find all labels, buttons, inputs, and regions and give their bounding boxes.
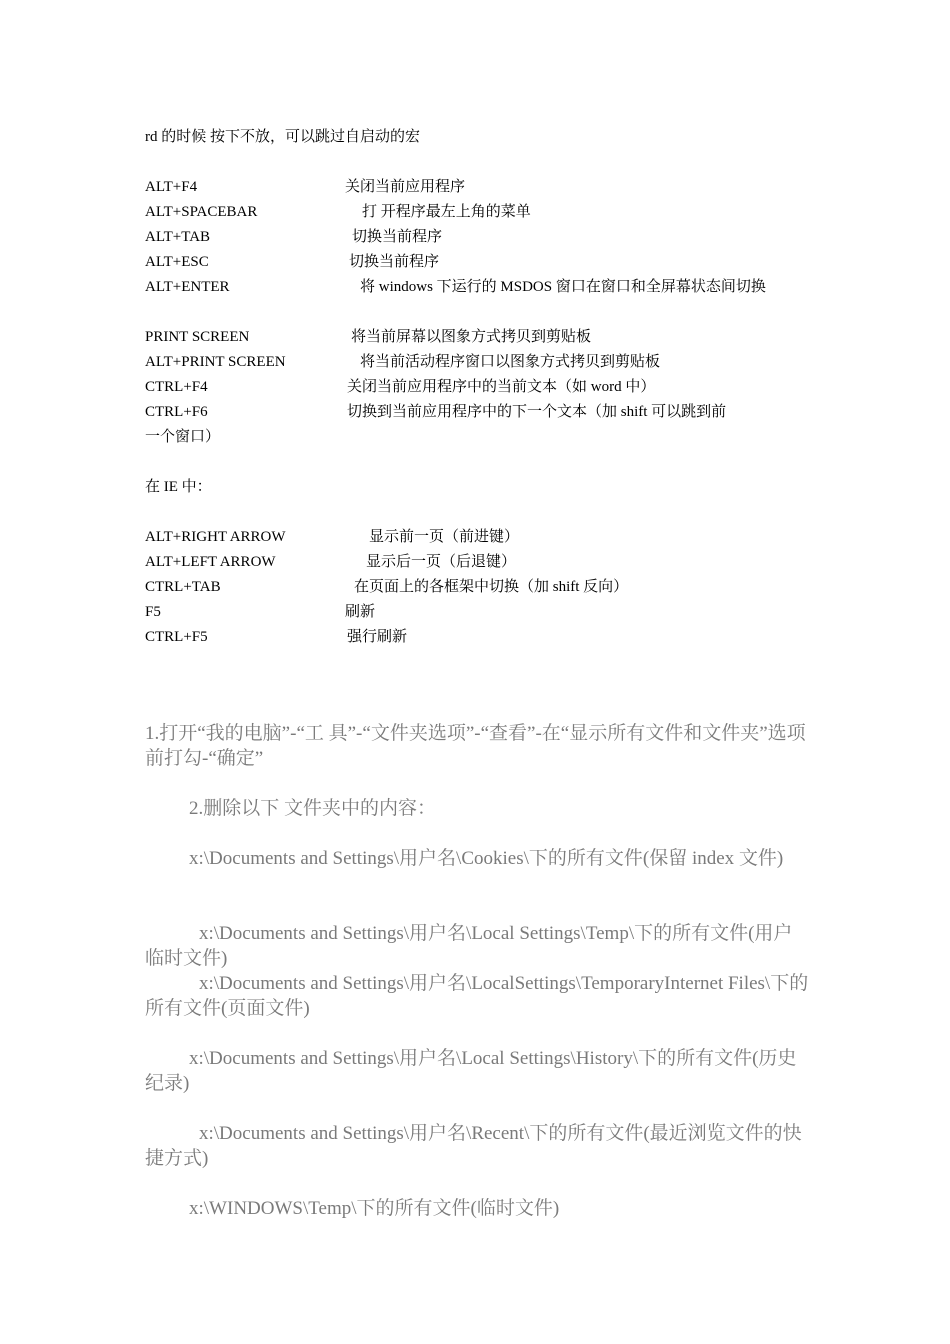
shortcut-key: CTRL+F5 — [145, 629, 208, 645]
path-temporary-internet-files: x:\Documents and Settings\用户名\LocalSettings\TemporaryInternet Files\下的所有文件(页面文件) — [145, 973, 809, 1019]
shortcut-desc: 切换当前程序 — [349, 254, 440, 270]
section-heading: 在 IE 中： — [145, 479, 212, 495]
shortcut-desc: 切换当前程序 — [352, 229, 443, 245]
shortcut-key: ALT+F4 — [145, 179, 198, 195]
shortcut-key: PRINT SCREEN — [145, 329, 250, 345]
shortcut-key: ALT+PRINT SCREEN — [145, 354, 286, 370]
shortcut-key: ALT+TAB — [145, 229, 211, 245]
shortcut-desc: 将当前屏幕以图象方式拷贝到剪贴板 — [351, 329, 592, 345]
step-1-text: 1.打开“我的电脑”-“工 具”-“文件夹选项”-“查看”-在“显示所有文件和文件夹”选项前打勾-“确定” — [145, 723, 806, 769]
shortcut-desc: 强行刷新 — [347, 629, 408, 645]
shortcut-key: CTRL+F6 — [145, 404, 208, 420]
path-cookies: x:\Documents and Settings\用户名\Cookies\下的所有文件(保留 index 文件) — [189, 848, 784, 869]
shortcut-desc: 切换到当前应用程序中的下一个文本（加 shift 可以跳到前 — [347, 404, 727, 420]
shortcut-desc: 将当前活动程序窗口以图象方式拷贝到剪贴板 — [360, 354, 661, 370]
shortcut-desc: 关闭当前应用程序中的当前文本（如 word 中） — [347, 379, 656, 395]
shortcut-desc: 显示前一页（前进键） — [369, 529, 520, 545]
shortcut-key: CTRL+TAB — [145, 579, 221, 595]
shortcut-desc-wrap: 一个窗口） — [145, 429, 221, 445]
path-temp: x:\Documents and Settings\用户名\Local Settings\Temp\下的所有文件(用户临时文件) — [145, 923, 793, 969]
shortcut-key: ALT+SPACEBAR — [145, 204, 258, 220]
shortcut-desc: 刷新 — [345, 604, 376, 620]
shortcut-key: ALT+RIGHT ARROW — [145, 529, 286, 545]
shortcut-desc: 显示后一页（后退键） — [366, 554, 517, 570]
shortcut-desc: 关闭当前应用程序 — [345, 179, 466, 195]
shortcut-desc: 在页面上的各框架中切换（加 shift 反向） — [354, 579, 629, 595]
shortcut-key: CTRL+F4 — [145, 379, 208, 395]
shortcut-key: ALT+ESC — [145, 254, 209, 270]
shortcut-key: F5 — [145, 604, 161, 620]
shortcut-desc: 将 windows 下运行的 MSDOS 窗口在窗口和全屏幕状态间切换 — [360, 279, 766, 295]
intro-text: rd 的时候 按下不放，可以跳过自启动的宏 — [145, 129, 420, 145]
shortcut-key: ALT+LEFT ARROW — [145, 554, 276, 570]
path-windows-temp: x:\WINDOWS\Temp\下的所有文件(临时文件) — [189, 1198, 560, 1219]
shortcut-desc: 打 开程序最左上角的菜单 — [362, 204, 531, 220]
step-2-text: 2.删除以下 文件夹中的内容： — [189, 798, 437, 819]
path-recent: x:\Documents and Settings\用户名\Recent\下的所有文件(最近浏览文件的快捷方式) — [145, 1123, 802, 1169]
shortcut-key: ALT+ENTER — [145, 279, 230, 295]
path-history: x:\Documents and Settings\用户名\Local Settings\History\下的所有文件(历史纪录) — [145, 1048, 797, 1094]
